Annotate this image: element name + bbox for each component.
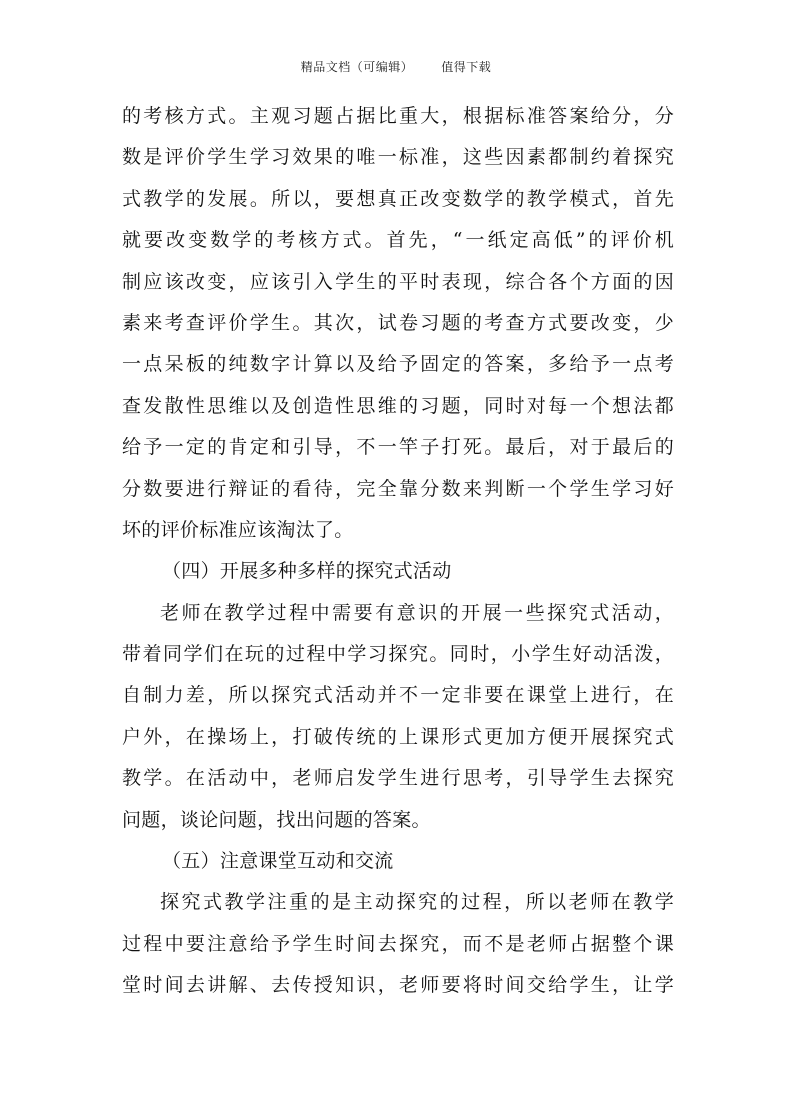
section-heading-5: （五）注意课堂互动和交流 [162, 850, 394, 873]
paragraph-line: 式教学的发展。所以，要想真正改变数学的教学模式，首先 [122, 187, 674, 210]
paragraph-line: 老师在教学过程中需要有意识的开展一些探究式活动， [160, 601, 674, 624]
paragraph-line: 数是评价学生学习效果的唯一标准，这些因素都制约着探究 [122, 146, 674, 169]
paragraph-line: 一点呆板的纯数字计算以及给予固定的答案，多给予一点考 [122, 353, 674, 376]
paragraph-line: 的考核方式。主观习题占据比重大，根据标准答案给分，分 [122, 105, 674, 127]
section-heading-4: （四）开展多种多样的探究式活动 [162, 560, 452, 583]
paragraph-line: 查发散性思维以及创造性思维的习题，同时对每一个想法都 [122, 394, 674, 417]
header-left-text: 精品文档（可编辑） [300, 60, 414, 74]
paragraph-line: 过程中要注意给予学生时间去探究，而不是老师占据整个课 [122, 932, 674, 955]
paragraph-line: 教学。在活动中，老师启发学生进行思考，引导学生去探究 [122, 767, 674, 790]
paragraph-line: 坏的评价标准应该淘汰了。 [122, 518, 354, 541]
paragraph-line: 自制力差，所以探究式活动并不一定非要在课堂上进行，在 [122, 684, 674, 707]
paragraph-line: 探究式教学注重的是主动探究的过程，所以老师在教学 [160, 891, 674, 914]
paragraph-line: 给予一定的肯定和引导，不一竿子打死。最后，对于最后的 [122, 436, 674, 459]
paragraph-line: 户外，在操场上，打破传统的上课形式更加方便开展探究式 [122, 725, 674, 748]
paragraph-line: 堂时间去讲解、去传授知识，老师要将时间交给学生，让学 [122, 974, 674, 997]
page-header [0, 58, 792, 75]
paragraph-line: 带着同学们在玩的过程中学习探究。同时，小学生好动活泼， [122, 643, 674, 666]
document-body [122, 96, 674, 1007]
paragraph-line: 素来考查评价学生。其次，试卷习题的考查方式要改变，少 [122, 311, 674, 334]
paragraph-line: 分数要进行辩证的看待，完全靠分数来判断一个学生学习好 [122, 477, 674, 500]
paragraph-line: 就要改变数学的考核方式。首先，“一纸定高低”的评价机 [122, 229, 674, 252]
header-right-text: 值得下载 [441, 60, 492, 74]
paragraph-line: 制应该改变，应该引入学生的平时表现，综合各个方面的因 [122, 270, 674, 293]
paragraph-line: 问题，谈论问题，找出问题的答案。 [122, 808, 431, 831]
